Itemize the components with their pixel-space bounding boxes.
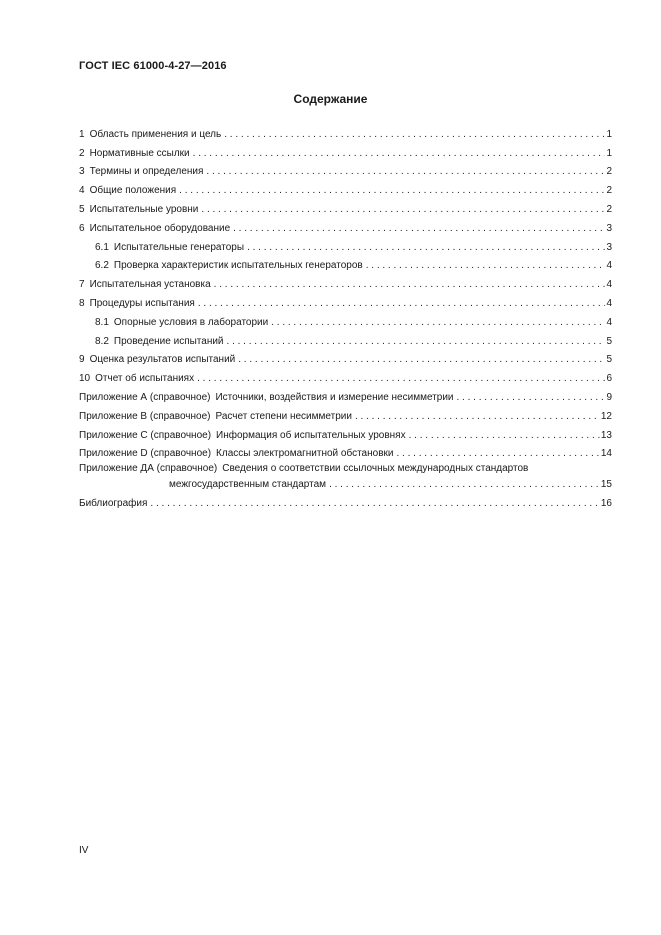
toc-entry-title: Отчет об испытаниях	[95, 373, 195, 385]
toc-entry-8-1[interactable]	[79, 310, 612, 329]
dot-leader	[197, 373, 605, 385]
toc-entry-1[interactable]	[79, 122, 612, 141]
toc-entry-number: 6.2	[95, 260, 109, 272]
dot-leader	[366, 260, 606, 272]
toc-entry-page: 5	[606, 335, 612, 347]
toc-entry-page: 2	[606, 203, 612, 215]
toc-entry-title: Испытательные уровни	[89, 203, 199, 215]
dot-leader	[198, 298, 606, 310]
toc-entry-number: 3	[79, 166, 85, 178]
toc-entry-title: Проверка характеристик испытательных генераторов	[113, 260, 363, 272]
toc-entry-number: Приложение А (справочное)	[79, 391, 211, 403]
dot-leader	[206, 166, 605, 178]
dot-leader	[396, 448, 599, 460]
page-number: IV	[79, 845, 89, 856]
toc-entry-page: 16	[600, 497, 612, 509]
toc-entry-page: 1	[606, 147, 612, 159]
dot-leader	[193, 148, 606, 160]
toc-entry-title: Библиография	[79, 497, 148, 509]
toc-entry-title: Проведение испытаний	[113, 335, 224, 347]
toc-entry-bibliography[interactable]	[79, 491, 612, 510]
toc-entry-title: Испытательное оборудование	[89, 222, 231, 234]
toc-entry-line	[79, 475, 612, 491]
toc-entry-page: 13	[600, 429, 612, 441]
dot-leader	[271, 317, 605, 329]
toc-entry-number: Приложение В (справочное)	[79, 410, 211, 422]
toc-entry-title: Сведения о соответствии ссылочных международных стандартов	[222, 463, 529, 475]
toc-entry-2[interactable]	[79, 141, 612, 160]
toc-entry-page: 4	[606, 279, 612, 291]
toc-entry-title: Испытательные генераторы	[113, 241, 245, 253]
dot-leader	[355, 411, 600, 423]
dot-leader	[238, 354, 605, 366]
toc-entry-annex-a[interactable]	[79, 385, 612, 404]
toc-entry-page: 1	[606, 128, 612, 140]
toc-entry-8-2[interactable]	[79, 329, 612, 348]
dot-leader	[179, 185, 605, 197]
dot-leader	[214, 279, 606, 291]
toc-entry-5[interactable]	[79, 197, 612, 216]
toc-entry-title: Область применения и цель	[89, 128, 222, 140]
toc-entry-page: 6	[606, 373, 612, 385]
toc-entry-number: 8	[79, 297, 85, 309]
dot-leader	[227, 336, 606, 348]
toc-entry-annex-da[interactable]	[79, 460, 612, 491]
toc-entry-number: 8.1	[95, 316, 109, 328]
toc-entry-7[interactable]	[79, 272, 612, 291]
toc-entry-6-2[interactable]	[79, 254, 612, 273]
toc-entry-page: 5	[606, 354, 612, 366]
toc-entry-number: 4	[79, 185, 85, 197]
toc-entry-page: 9	[606, 391, 612, 403]
toc-entry-annex-b[interactable]	[79, 404, 612, 423]
toc-entry-number: 2	[79, 147, 85, 159]
toc-entry-3[interactable]	[79, 160, 612, 179]
toc-entry-page: 3	[606, 222, 612, 234]
toc-entry-number: Приложение ДА (справочное)	[79, 463, 218, 475]
toc-entry-number: 5	[79, 203, 85, 215]
toc-entry-page: 4	[606, 316, 612, 328]
toc-entry-title: Опорные условия в лаборатории	[113, 316, 269, 328]
toc-entry-annex-c[interactable]	[79, 423, 612, 442]
dot-leader	[201, 204, 605, 216]
toc-entry-title: Информация об испытательных уровнях	[216, 429, 406, 441]
toc-entry-number: 1	[79, 128, 85, 140]
toc-entry-9[interactable]	[79, 348, 612, 367]
toc-entry-page: 12	[600, 410, 612, 422]
toc-entry-number: Приложение D (справочное)	[79, 448, 212, 460]
toc-entry-page: 4	[606, 260, 612, 272]
toc-entry-line	[79, 460, 612, 475]
dot-leader	[233, 223, 605, 235]
toc-entry-title: Термины и определения	[89, 166, 204, 178]
toc-entry-page: 4	[606, 297, 612, 309]
toc-entry-10[interactable]	[79, 366, 612, 385]
toc-entry-number: 7	[79, 279, 85, 291]
toc-entry-page: 14	[600, 448, 612, 460]
toc-entry-page: 15	[600, 478, 612, 490]
dot-leader	[409, 430, 600, 442]
toc-entry-page: 2	[606, 166, 612, 178]
toc-entry-8[interactable]	[79, 291, 612, 310]
toc-entry-number: 6.1	[95, 241, 109, 253]
toc-entry-title-continued: межгосударственным стандартам	[169, 478, 327, 490]
toc-entry-6-1[interactable]	[79, 235, 612, 254]
toc-entry-title: Источники, воздействия и измерение несимметрии	[215, 391, 454, 403]
toc-entry-number: 10	[79, 373, 91, 385]
toc-title: Содержание	[293, 92, 368, 106]
toc-entry-number: 9	[79, 354, 85, 366]
dot-leader	[457, 392, 606, 404]
toc-entry-title: Испытательная установка	[89, 279, 211, 291]
toc-entry-number: 8.2	[95, 335, 109, 347]
toc-entry-page: 3	[606, 241, 612, 253]
toc-entry-page: 2	[606, 185, 612, 197]
toc-entry-title: Общие положения	[89, 185, 177, 197]
toc-entry-title: Оценка результатов испытаний	[89, 354, 236, 366]
dot-leader	[247, 242, 605, 254]
toc-entry-number: Приложение С (справочное)	[79, 429, 212, 441]
toc-entry-title: Расчет степени несимметрии	[215, 410, 352, 422]
document-header: ГОСТ IEC 61000-4-27—2016	[79, 60, 227, 72]
toc-entry-6[interactable]	[79, 216, 612, 235]
dot-leader	[329, 479, 600, 491]
toc-entry-title: Процедуры испытания	[89, 297, 195, 309]
toc-entry-title: Нормативные ссылки	[89, 147, 190, 159]
table-of-contents	[79, 122, 612, 510]
toc-entry-4[interactable]	[79, 178, 612, 197]
toc-entry-number: 6	[79, 222, 85, 234]
dot-leader	[224, 129, 605, 141]
toc-entry-annex-d[interactable]	[79, 442, 612, 461]
dot-leader	[150, 498, 599, 510]
toc-entry-title: Классы электромагнитной обстановки	[216, 448, 394, 460]
